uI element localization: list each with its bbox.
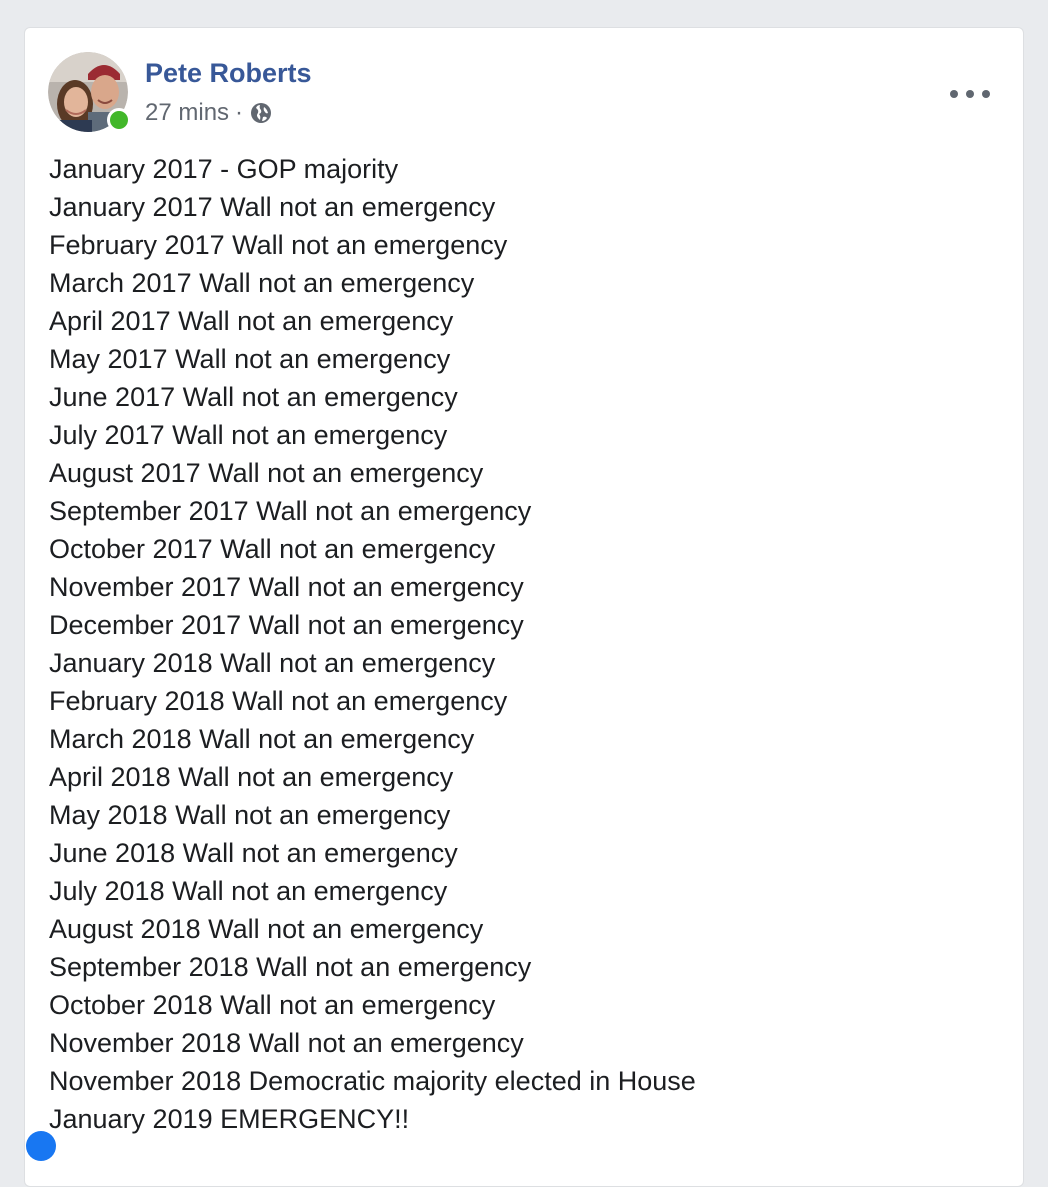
- post-text-line: November 2018 Wall not an emergency: [49, 1028, 524, 1058]
- post-text-line: January 2017 - GOP majority: [49, 154, 399, 184]
- author-avatar[interactable]: [48, 52, 128, 132]
- meta-separator: ·: [235, 99, 244, 126]
- post-text-line: July 2018 Wall not an emergency: [49, 876, 448, 906]
- post-text-line: December 2017 Wall not an emergency: [49, 610, 524, 640]
- post-text-line: January 2017 Wall not an emergency: [49, 192, 496, 222]
- online-status-dot: [107, 108, 131, 132]
- post-text-line: April 2018 Wall not an emergency: [49, 762, 454, 792]
- like-reaction-icon[interactable]: [26, 1131, 56, 1161]
- post-text-line: November 2018 Democratic majority elected in House: [49, 1066, 696, 1096]
- post-text-line: August 2018 Wall not an emergency: [49, 914, 484, 944]
- post-text-line: January 2018 Wall not an emergency: [49, 648, 496, 678]
- post-text-line: January 2019 EMERGENCY!!: [49, 1104, 410, 1134]
- post-text-line: March 2017 Wall not an emergency: [49, 268, 475, 298]
- post-text-line: February 2017 Wall not an emergency: [49, 230, 508, 260]
- more-dot: [982, 90, 990, 98]
- post-text-line: May 2018 Wall not an emergency: [49, 800, 451, 830]
- more-dot: [950, 90, 958, 98]
- post-text-line: February 2018 Wall not an emergency: [49, 686, 508, 716]
- post-text-line: July 2017 Wall not an emergency: [49, 420, 448, 450]
- post-text-line: May 2017 Wall not an emergency: [49, 344, 451, 374]
- more-dot: [966, 90, 974, 98]
- post-timestamp[interactable]: 27 mins: [145, 99, 230, 126]
- post-text-line: October 2018 Wall not an emergency: [49, 990, 496, 1020]
- post-text-line: October 2017 Wall not an emergency: [49, 534, 496, 564]
- post-body: [49, 150, 989, 1138]
- post-card: [24, 27, 1024, 1187]
- more-options-button[interactable]: [950, 84, 990, 104]
- post-text-line: September 2017 Wall not an emergency: [49, 496, 532, 526]
- post-text-line: August 2017 Wall not an emergency: [49, 458, 484, 488]
- author-name-link[interactable]: Pete Roberts: [145, 58, 312, 88]
- post-meta: [145, 98, 273, 128]
- post-text-line: March 2018 Wall not an emergency: [49, 724, 475, 754]
- post-text-line: April 2017 Wall not an emergency: [49, 306, 454, 336]
- post-text-line: June 2017 Wall not an emergency: [49, 382, 458, 412]
- post-header: [48, 52, 998, 134]
- globe-icon[interactable]: [249, 101, 273, 125]
- post-text-line: September 2018 Wall not an emergency: [49, 952, 532, 982]
- post-text-line: November 2017 Wall not an emergency: [49, 572, 524, 602]
- post-text-line: June 2018 Wall not an emergency: [49, 838, 458, 868]
